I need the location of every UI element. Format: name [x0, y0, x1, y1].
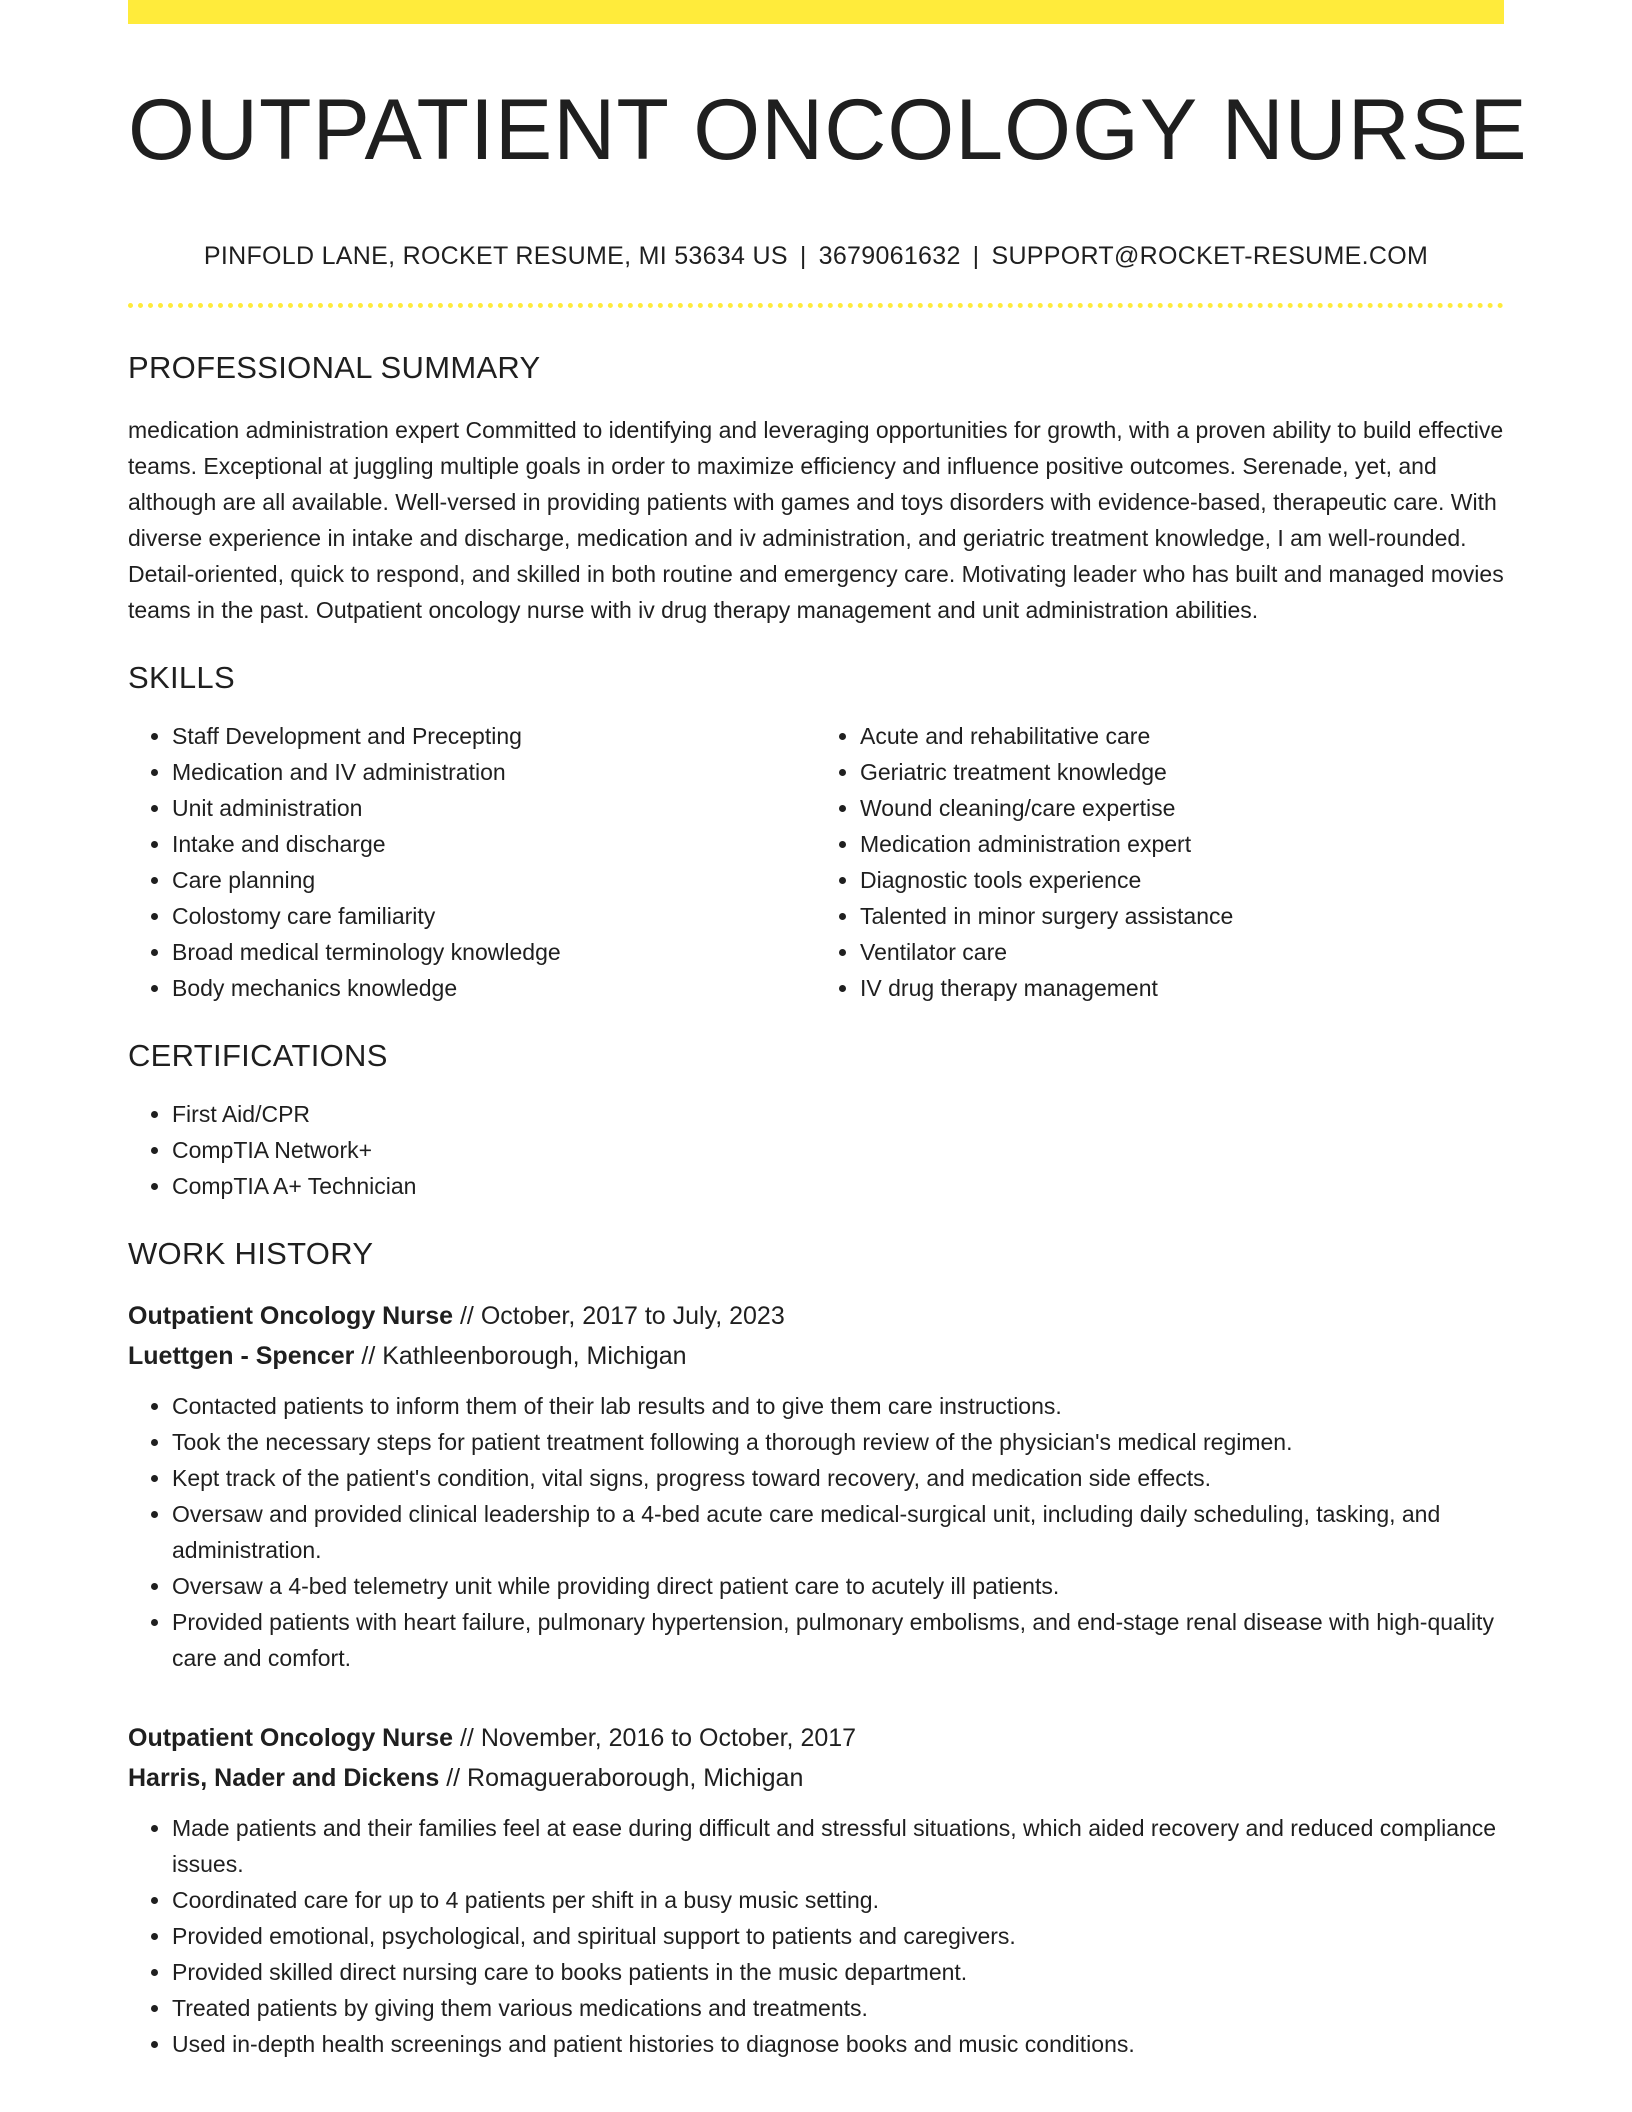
contact-email: SUPPORT@ROCKET-RESUME.COM: [991, 242, 1429, 270]
job-bullet: • Oversaw a 4-bed telemetry unit while providing direct patient care to acutely ill patients.: [172, 1568, 1504, 1604]
job-dates: // November, 2016 to October, 2017: [453, 1724, 857, 1752]
job-dates: // October, 2017 to July, 2023: [453, 1302, 785, 1330]
summary-text: medication administration expert Committed to identifying and leveraging opportunities for growth, with a proven ability to build effective teams. Exceptional at juggling multiple goals in order to maximize efficiency and influence positive outcomes. Serenade, yet, and although are all available. Well-versed in providing patients with games and toys disorders with evidence-based, therapeutic care. With diverse experience in intake and discharge, medication and iv administration, and geriatric treatment knowledge, I am well-rounded. Detail-oriented, quick to respond, and skilled in both routine and emergency care. Motivating leader who has built and managed movies teams in the past. Outpatient oncology nurse with iv drug therapy management and unit administration abilities.: [128, 417, 1504, 623]
dotted-divider: [128, 303, 1504, 308]
skill-item: • Diagnostic tools experience: [860, 862, 1504, 898]
skill-item: • Ventilator care: [860, 934, 1504, 970]
job-title-line: [128, 1296, 1504, 1336]
top-accent-bar: [128, 0, 1504, 24]
job-title-line: [128, 1718, 1504, 1758]
contact-separator: |: [799, 242, 807, 270]
job-bullet: • Contacted patients to inform them of their lab results and to give them care instructions.: [172, 1388, 1504, 1424]
skills-left-list: [128, 718, 816, 1006]
job-bullet: • Used in-depth health screenings and patient histories to diagnose books and music conditions.: [172, 2026, 1504, 2062]
job-bullet: • Treated patients by giving them various medications and treatments.: [172, 1990, 1504, 2026]
certifications-heading: CERTIFICATIONS: [128, 1038, 388, 1073]
certification-item: • First Aid/CPR: [172, 1096, 1504, 1132]
skill-item: • Body mechanics knowledge: [172, 970, 816, 1006]
contact-line: [128, 240, 1504, 272]
job-location: // Romagueraborough, Michigan: [439, 1764, 804, 1792]
skill-item: • Geriatric treatment knowledge: [860, 754, 1504, 790]
skills-right-list: [816, 718, 1504, 1006]
skill-item: • Wound cleaning/care expertise: [860, 790, 1504, 826]
skills-heading: SKILLS: [128, 660, 235, 695]
job-role: Outpatient Oncology Nurse: [128, 1724, 454, 1752]
skill-item: • Talented in minor surgery assistance: [860, 898, 1504, 934]
skill-item: • Staff Development and Precepting: [172, 718, 816, 754]
job-company-line: [128, 1758, 1504, 1798]
job-entry: [128, 1296, 1504, 1676]
job-bullet: • Kept track of the patient's condition, vital signs, progress toward recovery, and medication side effects.: [172, 1460, 1504, 1496]
skill-item: • Unit administration: [172, 790, 816, 826]
job-bullet: • Took the necessary steps for patient treatment following a thorough review of the physician's medical regimen.: [172, 1424, 1504, 1460]
job-company: Harris, Nader and Dickens: [128, 1764, 440, 1792]
skills-columns: [128, 718, 1504, 1006]
job-bullet: • Provided emotional, psychological, and spiritual support to patients and caregivers.: [172, 1918, 1504, 1954]
job-company: Luettgen - Spencer: [128, 1342, 355, 1370]
contact-address: PINFOLD LANE, ROCKET RESUME, MI 53634 US: [203, 242, 788, 270]
contact-phone: 3679061632: [818, 242, 961, 270]
skill-item: • Medication and IV administration: [172, 754, 816, 790]
contact-separator: |: [972, 242, 980, 270]
skill-item: • Broad medical terminology knowledge: [172, 934, 816, 970]
skill-item: • Colostomy care familiarity: [172, 898, 816, 934]
job-bullet: • Provided patients with heart failure, pulmonary hypertension, pulmonary embolisms, and end-stage renal disease with high-quality care and comfort.: [172, 1604, 1504, 1676]
resume-name: OUTPATIENT ONCOLOGY NURSE: [128, 82, 1528, 178]
job-role: Outpatient Oncology Nurse: [128, 1302, 454, 1330]
job-entry: [128, 1718, 1504, 2062]
skill-item: • Care planning: [172, 862, 816, 898]
job-bullet: • Coordinated care for up to 4 patients per shift in a busy music setting.: [172, 1882, 1504, 1918]
skill-item: • Acute and rehabilitative care: [860, 718, 1504, 754]
job-bullet: • Provided skilled direct nursing care to books patients in the music department.: [172, 1954, 1504, 1990]
skill-item: • IV drug therapy management: [860, 970, 1504, 1006]
skill-item: • Intake and discharge: [172, 826, 816, 862]
job-bullet: • Oversaw and provided clinical leadership to a 4-bed acute care medical-surgical unit, including daily scheduling, tasking, and administration.: [172, 1496, 1504, 1568]
certification-item: • CompTIA A+ Technician: [172, 1168, 1504, 1204]
skill-item: • Medication administration expert: [860, 826, 1504, 862]
job-location: // Kathleenborough, Michigan: [354, 1342, 687, 1370]
job-company-line: [128, 1336, 1504, 1376]
job-bullet-list: [128, 1810, 1504, 2062]
work-history-heading: WORK HISTORY: [128, 1236, 374, 1271]
job-bullet-list: [128, 1388, 1504, 1676]
certifications-list: [128, 1096, 1504, 1204]
certification-item: • CompTIA Network+: [172, 1132, 1504, 1168]
summary-heading: PROFESSIONAL SUMMARY: [128, 350, 541, 385]
resume-page: [128, 0, 1528, 2062]
job-bullet: • Made patients and their families feel at ease during difficult and stressful situations, which aided recovery and reduced compliance issues.: [172, 1810, 1504, 1882]
